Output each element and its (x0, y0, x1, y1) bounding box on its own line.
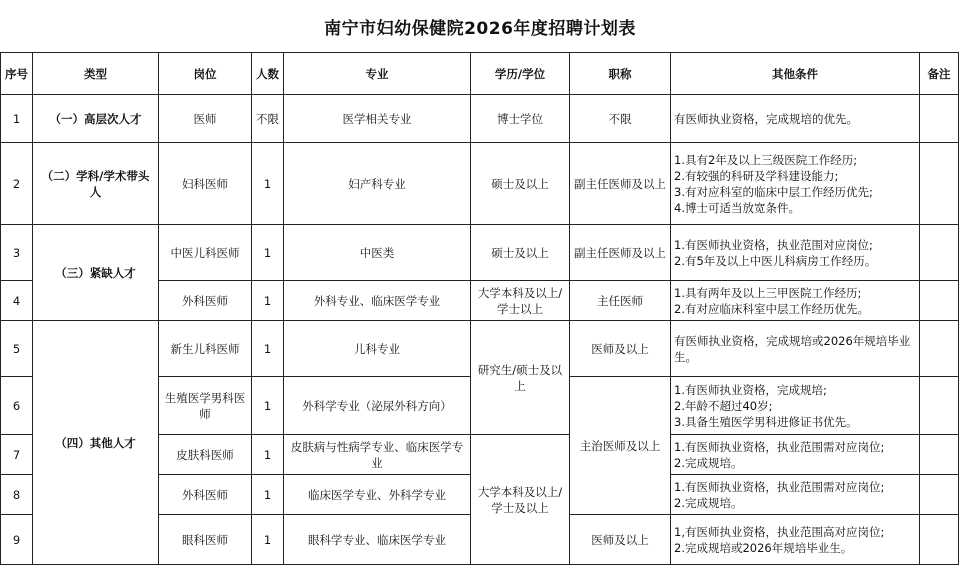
row-education: 博士学位 (471, 95, 570, 143)
header-title: 职称 (570, 53, 671, 95)
row-title: 副主任医师及以上 (570, 143, 671, 225)
row-remarks (920, 435, 959, 475)
row-major: 临床医学专业、外科学专业 (284, 475, 471, 515)
row-education: 硕士及以上 (471, 225, 570, 281)
row-conditions: 有医师执业资格，完成规培的优先。 (671, 95, 920, 143)
row-post: 妇科医师 (159, 143, 252, 225)
row-conditions: 1.有医师执业资格，执业范围需对应岗位; 2.完成规培。 (671, 475, 920, 515)
row-post: 生殖医学男科医师 (159, 377, 252, 435)
row-major: 医学相关专业 (284, 95, 471, 143)
row-major: 眼科学专业、临床医学专业 (284, 515, 471, 565)
row-category: （三）紧缺人才 (33, 225, 159, 321)
row-remarks (920, 281, 959, 321)
header-post: 岗位 (159, 53, 252, 95)
row-major: 妇产科专业 (284, 143, 471, 225)
table-row (1, 95, 959, 143)
row-count: 1 (252, 143, 284, 225)
row-count: 1 (252, 321, 284, 377)
row-post: 外科医师 (159, 475, 252, 515)
row-major: 儿科专业 (284, 321, 471, 377)
row-post: 医师 (159, 95, 252, 143)
row-no: 6 (1, 377, 33, 435)
header-major: 专业 (284, 53, 471, 95)
row-remarks (920, 321, 959, 377)
row-education: 大学本科及以上/学士及以上 (471, 435, 570, 565)
row-no: 9 (1, 515, 33, 565)
header-type: 类型 (33, 53, 159, 95)
row-count: 1 (252, 377, 284, 435)
table-row (1, 143, 959, 225)
row-no: 5 (1, 321, 33, 377)
row-conditions: 1.有医师执业资格，执业范围对应岗位; 2.有5年及以上中医儿科病房工作经历。 (671, 225, 920, 281)
row-no: 4 (1, 281, 33, 321)
row-count: 1 (252, 475, 284, 515)
row-category: （四）其他人才 (33, 321, 159, 565)
row-post: 眼科医师 (159, 515, 252, 565)
table-header-row (1, 53, 959, 95)
row-title: 不限 (570, 95, 671, 143)
row-major: 中医类 (284, 225, 471, 281)
row-no: 7 (1, 435, 33, 475)
row-category: （二）学科/学术带头人 (33, 143, 159, 225)
row-conditions: 1,有医师执业资格，执业范围高对应岗位; 2.完成规培或2026年规培毕业生。 (671, 515, 920, 565)
row-remarks (920, 143, 959, 225)
row-conditions: 1.有医师执业资格，执业范围需对应岗位; 2.完成规培。 (671, 435, 920, 475)
recruitment-table (0, 52, 959, 565)
row-count: 不限 (252, 95, 284, 143)
row-major: 外科专业、临床医学专业 (284, 281, 471, 321)
row-education: 大学本科及以上/学士以上 (471, 281, 570, 321)
row-post: 外科医师 (159, 281, 252, 321)
row-no: 8 (1, 475, 33, 515)
row-no: 3 (1, 225, 33, 281)
row-no: 2 (1, 143, 33, 225)
row-post: 皮肤科医师 (159, 435, 252, 475)
row-title: 医师及以上 (570, 321, 671, 377)
row-conditions: 1.有医师执业资格，完成规培; 2.年龄不超过40岁; 3.具备生殖医学男科进修证书优先。 (671, 377, 920, 435)
header-count: 人数 (252, 53, 284, 95)
row-count: 1 (252, 281, 284, 321)
row-conditions: 有医师执业资格，完成规培或2026年规培毕业生。 (671, 321, 920, 377)
row-post: 中医儿科医师 (159, 225, 252, 281)
row-title: 主治医师及以上 (570, 377, 671, 515)
row-education: 研究生/硕士及以上 (471, 321, 570, 435)
row-count: 1 (252, 435, 284, 475)
row-remarks (920, 225, 959, 281)
row-education: 硕士及以上 (471, 143, 570, 225)
row-conditions: 1.具有两年及以上三甲医院工作经历; 2.有对应临床科室中层工作经历优先。 (671, 281, 920, 321)
row-category: （一）高层次人才 (33, 95, 159, 143)
row-major: 皮肤病与性病学专业、临床医学专业 (284, 435, 471, 475)
row-count: 1 (252, 515, 284, 565)
row-post: 新生儿科医师 (159, 321, 252, 377)
row-title: 医师及以上 (570, 515, 671, 565)
header-remarks: 备注 (920, 53, 959, 95)
header-education: 学历/学位 (471, 53, 570, 95)
header-no: 序号 (1, 53, 33, 95)
row-count: 1 (252, 225, 284, 281)
row-remarks (920, 475, 959, 515)
row-conditions: 1.具有2年及以上三级医院工作经历; 2.有较强的科研及学科建设能力; 3.有对应科室的临床中层工作经历优先; 4.博士可适当放宽条件。 (671, 143, 920, 225)
table-row (1, 321, 959, 377)
row-major: 外科学专业（泌尿外科方向） (284, 377, 471, 435)
row-title: 主任医师 (570, 281, 671, 321)
table-row (1, 225, 959, 281)
page-title: 南宁市妇幼保健院2026年度招聘计划表 (324, 18, 636, 39)
row-remarks (920, 515, 959, 565)
row-title: 副主任医师及以上 (570, 225, 671, 281)
header-conditions: 其他条件 (671, 53, 920, 95)
row-remarks (920, 377, 959, 435)
row-no: 1 (1, 95, 33, 143)
row-remarks (920, 95, 959, 143)
